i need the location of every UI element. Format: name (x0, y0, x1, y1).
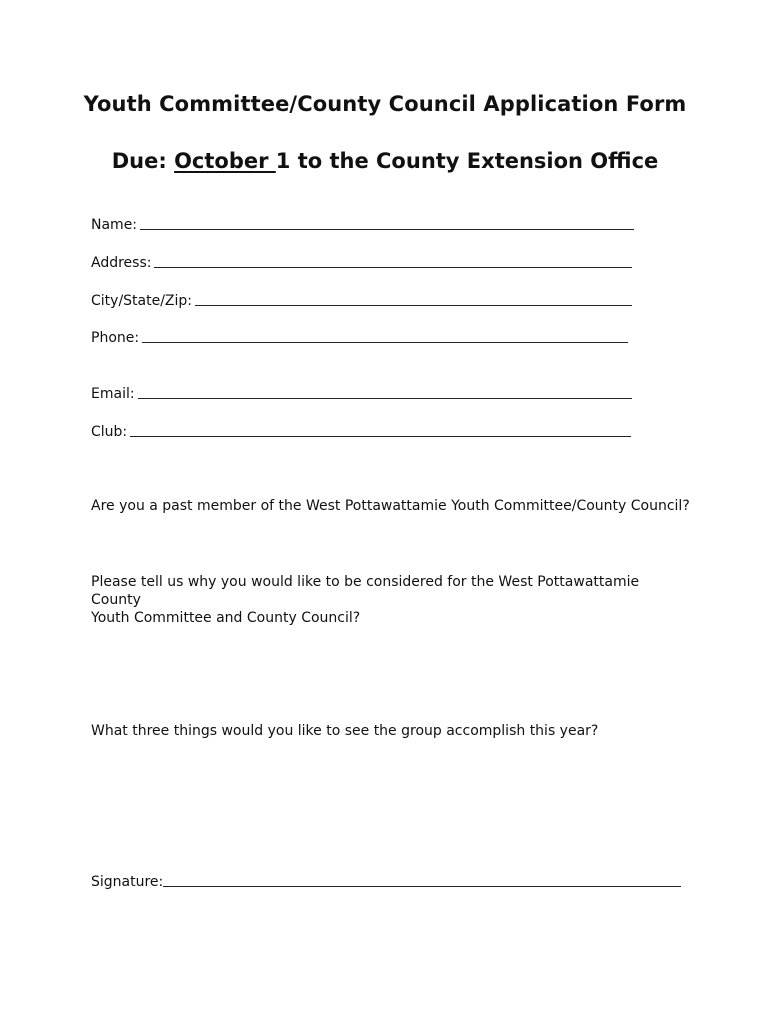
why-considered-line-1: Please tell us why you would like to be considered for the West Pottawattamie County (91, 574, 640, 608)
address-field (91, 253, 632, 271)
phone-field (91, 328, 628, 346)
address-input-line[interactable] (154, 253, 632, 268)
signature-input-line[interactable] (163, 872, 681, 887)
email-input-line[interactable] (138, 384, 632, 399)
signature-label: Signature: (91, 874, 164, 890)
address-label: Address: (91, 255, 152, 271)
club-label: Club: (91, 424, 128, 440)
past-member-question: Are you a past member of the West Pottawattamie Youth Committee/County Council? (91, 498, 690, 514)
email-field (91, 384, 632, 402)
due-prefix: Due: (111, 149, 175, 173)
form-title: Youth Committee/County Council Application Form (83, 92, 687, 116)
email-label: Email: (91, 386, 135, 402)
phone-input-line[interactable] (142, 328, 628, 343)
why-considered-question (91, 573, 691, 627)
city-state-zip-label: City/State/Zip: (91, 293, 193, 309)
three-things-question: What three things would you like to see the group accomplish this year? (91, 723, 599, 739)
club-field (91, 422, 631, 440)
due-date-line (0, 149, 770, 173)
name-label: Name: (91, 217, 138, 233)
city-state-zip-input-line[interactable] (195, 291, 632, 306)
why-considered-line-2: Youth Committee and County Council? (91, 610, 361, 626)
phone-label: Phone: (91, 330, 140, 346)
name-input-line[interactable] (140, 215, 634, 230)
club-input-line[interactable] (130, 422, 631, 437)
due-rest: 1 to the County Extension Office (275, 149, 659, 173)
city-state-zip-field (91, 291, 632, 309)
due-month: October (174, 149, 276, 173)
name-field (91, 215, 634, 233)
signature-field (91, 872, 681, 890)
